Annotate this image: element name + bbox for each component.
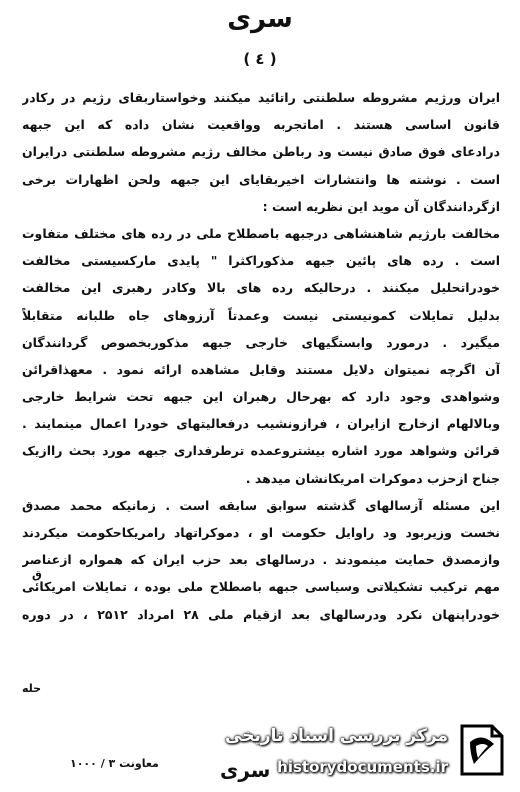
wrapped-word: حله [22,682,42,695]
document-body [22,84,500,628]
body-line: مخالفت بارژیم شاهنشاهی درجبهه باصطلاح ملی در رده های مختلف متفاوت [22,225,500,241]
body-line: نخست وزیربود ود راوایل حکومت او ، دموکراتهاد رامریکاحکومت میکردند [22,525,500,540]
body-line: است . رده های پائین جبهه مذکوراکثرا " پایدی مارکسیستی مخالفت [22,253,500,269]
watermark-title: مرکز بررسی اسناد تاریخی [225,726,448,746]
body-line: وبالالهام ازخارج ازایران ، فرازونشیب درفعالیتهای خودرا اعمال مینمایند . [22,416,500,432]
footer-reference-note: معاونت ۳ / ۱۰۰۰ [70,757,159,770]
classification-footer: سری [220,758,271,782]
body-line: خودراپنهان نکرد ودرسالهای بعد ازقیام ملی ۲۸ امرداد ۲۵۱۲ ، در دوره [22,606,500,622]
body-line: است . نوشته ها وانتشارات اخیربقایای این جبهه ولحن اظهارات برخی [22,171,500,187]
body-line: ایران ورژیم مشروطه سلطنتی راتائید میکنند وخواستاربقای رژیم در رکادر [22,90,500,105]
body-line: قرائن وشواهد مورد اشاره بیشتروعمده ترطرفداری جبهه مورد بحث راازیک [22,443,500,459]
body-line: ازگردانندگان آن موید این نظریه است : [262,198,500,214]
body-line: وشواهدی وجود دارد که بهرحال رهبران این جبهه تحت شرایط خارجی [22,389,500,405]
body-line: مهم ترکیب تشکیلاتی وسیاسی جبهه باصطلاح ملی بوده ، تمایلات امریکائی [22,579,500,595]
body-line: این مسئله آزسالهای گذشته سوابق سابقه است . زمانیکه محمد مصدق [22,497,500,513]
body-line: درادعای فوق صادق نیست ود رباطن مخالف رژیم مشروطه سلطنتی درایران [22,144,500,160]
watermark [225,714,520,790]
body-line: آن اگرچه نمیتوان دلایل مستند وقابل مشاهده ارائه نمود . معهذاقرائن [22,361,500,377]
body-line: میگیرد . درمورد وابستگیهای خارجی جبهه مذکوربخصوص گردانندگان [22,334,500,350]
archive-logo-icon [456,722,508,778]
body-line: خودراتحلیل میکنند . درحالیکه رده های بالا وکادر رهبری این مخالفت [22,280,500,296]
body-line: قانون اساسی هستند . اماتجربه وواقعیت نشان داده که این جبهه [22,117,500,133]
watermark-url: historydocuments.ir [277,758,448,776]
classification-header: سری [227,4,293,34]
page-number: ( ٤ ) [243,50,277,68]
body-line: بدلیل تمایلات کمونیستی نیست وعمدتاً آرزوهای جاه طلبانه متقابلاً [22,307,500,323]
body-line: جناح ازحزب دموکرات امریکانشان میدهد . [245,470,500,486]
body-line: وازمصدق حمایت مینمودند . درسالهای بعد حزب ایران که همواره ازعناصر [22,552,500,568]
marginal-note: ق [32,568,42,581]
